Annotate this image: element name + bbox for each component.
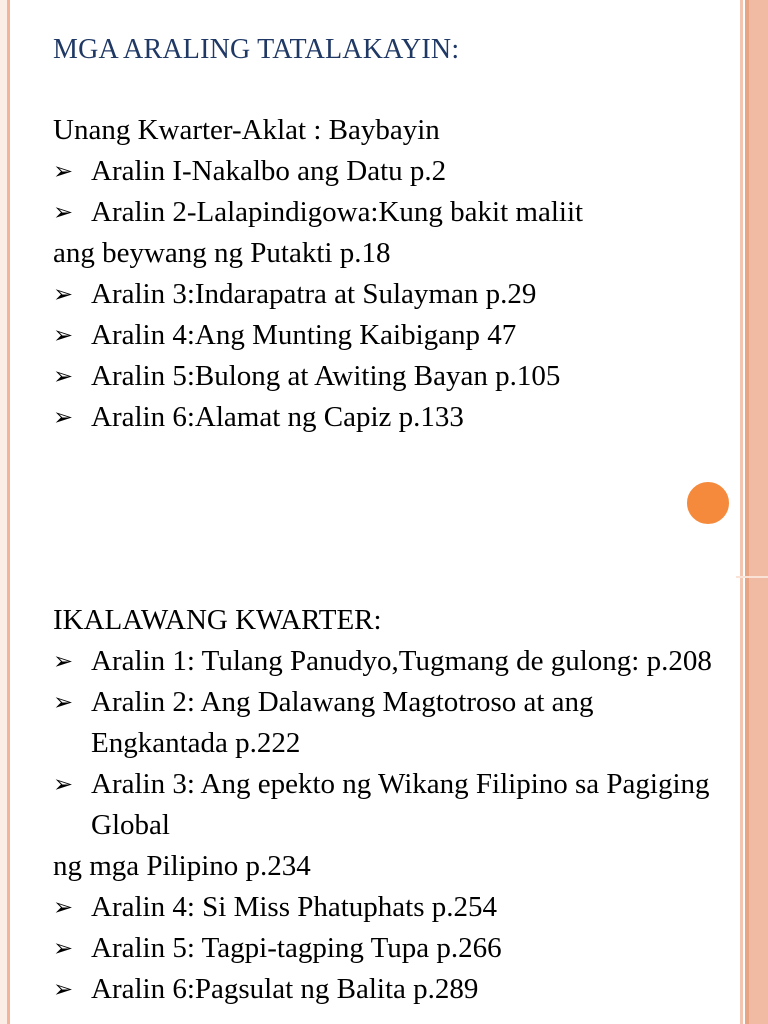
lesson-item <box>53 356 713 397</box>
lesson-text: Aralin 4:Ang Munting Kaibiganp 47 <box>91 319 517 351</box>
slide-content <box>53 30 713 1010</box>
lesson-item <box>53 315 713 356</box>
arrow-bullet-icon: ➢ <box>53 362 74 390</box>
quarter-2-list <box>53 641 713 1010</box>
arrow-bullet-icon: ➢ <box>53 321 74 349</box>
quarter-2-title: IKALAWANG KWARTER: <box>53 604 382 636</box>
arrow-bullet-icon: ➢ <box>53 403 74 431</box>
arrow-bullet-icon: ➢ <box>53 647 74 675</box>
arrow-bullet-icon: ➢ <box>53 688 74 716</box>
lesson-item <box>53 764 713 846</box>
lesson-item <box>53 928 713 969</box>
arrow-bullet-icon: ➢ <box>53 198 74 226</box>
lesson-item <box>53 397 713 438</box>
quarter-1-list <box>53 151 713 438</box>
lesson-text: Aralin 5:Bulong at Awiting Bayan p.105 <box>91 360 561 392</box>
lesson-text: Aralin I-Nakalbo ang Datu p.2 <box>91 155 447 187</box>
lesson-item <box>53 682 713 764</box>
lesson-item <box>53 192 713 233</box>
arrow-bullet-icon: ➢ <box>53 157 74 185</box>
lesson-text: Aralin 6:Pagsulat ng Balita p.289 <box>91 973 479 1005</box>
lesson-item <box>53 641 713 682</box>
lesson-text: Aralin 3:Indarapatra at Sulayman p.29 <box>91 278 537 310</box>
arrow-bullet-icon: ➢ <box>53 893 74 921</box>
lesson-text: Aralin 2-Lalapindigowa:Kung bakit maliit <box>91 196 584 228</box>
lesson-item <box>53 151 713 192</box>
lesson-continuation: ang beywang ng Putakti p.18 <box>53 237 391 269</box>
arrow-bullet-icon: ➢ <box>53 975 74 1003</box>
slide-heading: MGA ARALING TATALAKAYIN: <box>53 34 460 65</box>
arrow-bullet-icon: ➢ <box>53 934 74 962</box>
lesson-item <box>53 274 713 315</box>
arrow-bullet-icon: ➢ <box>53 280 74 308</box>
lesson-item <box>53 969 713 1010</box>
lesson-text: Aralin 4: Si Miss Phatuphats p.254 <box>91 891 498 923</box>
band-divider <box>736 576 768 578</box>
lesson-text: Aralin 3: Ang epekto ng Wikang Filipino sa Pagiging Global <box>91 768 710 841</box>
lesson-text: Aralin 2: Ang Dalawang Magtotroso at ang Engkantada p.222 <box>91 686 594 759</box>
right-decorative-band <box>736 0 768 1024</box>
lesson-text: Aralin 5: Tagpi-tagping Tupa p.266 <box>91 932 502 964</box>
lesson-text: Aralin 6:Alamat ng Capiz p.133 <box>91 401 464 433</box>
quarter-1-title: Unang Kwarter-Aklat : Baybayin <box>53 114 440 146</box>
lesson-text: Aralin 1: Tulang Panudyo,Tugmang de gulong: p.208 <box>91 645 712 677</box>
arrow-bullet-icon: ➢ <box>53 770 74 798</box>
lesson-item <box>53 887 713 928</box>
lesson-continuation: ng mga Pilipino p.234 <box>53 850 311 882</box>
